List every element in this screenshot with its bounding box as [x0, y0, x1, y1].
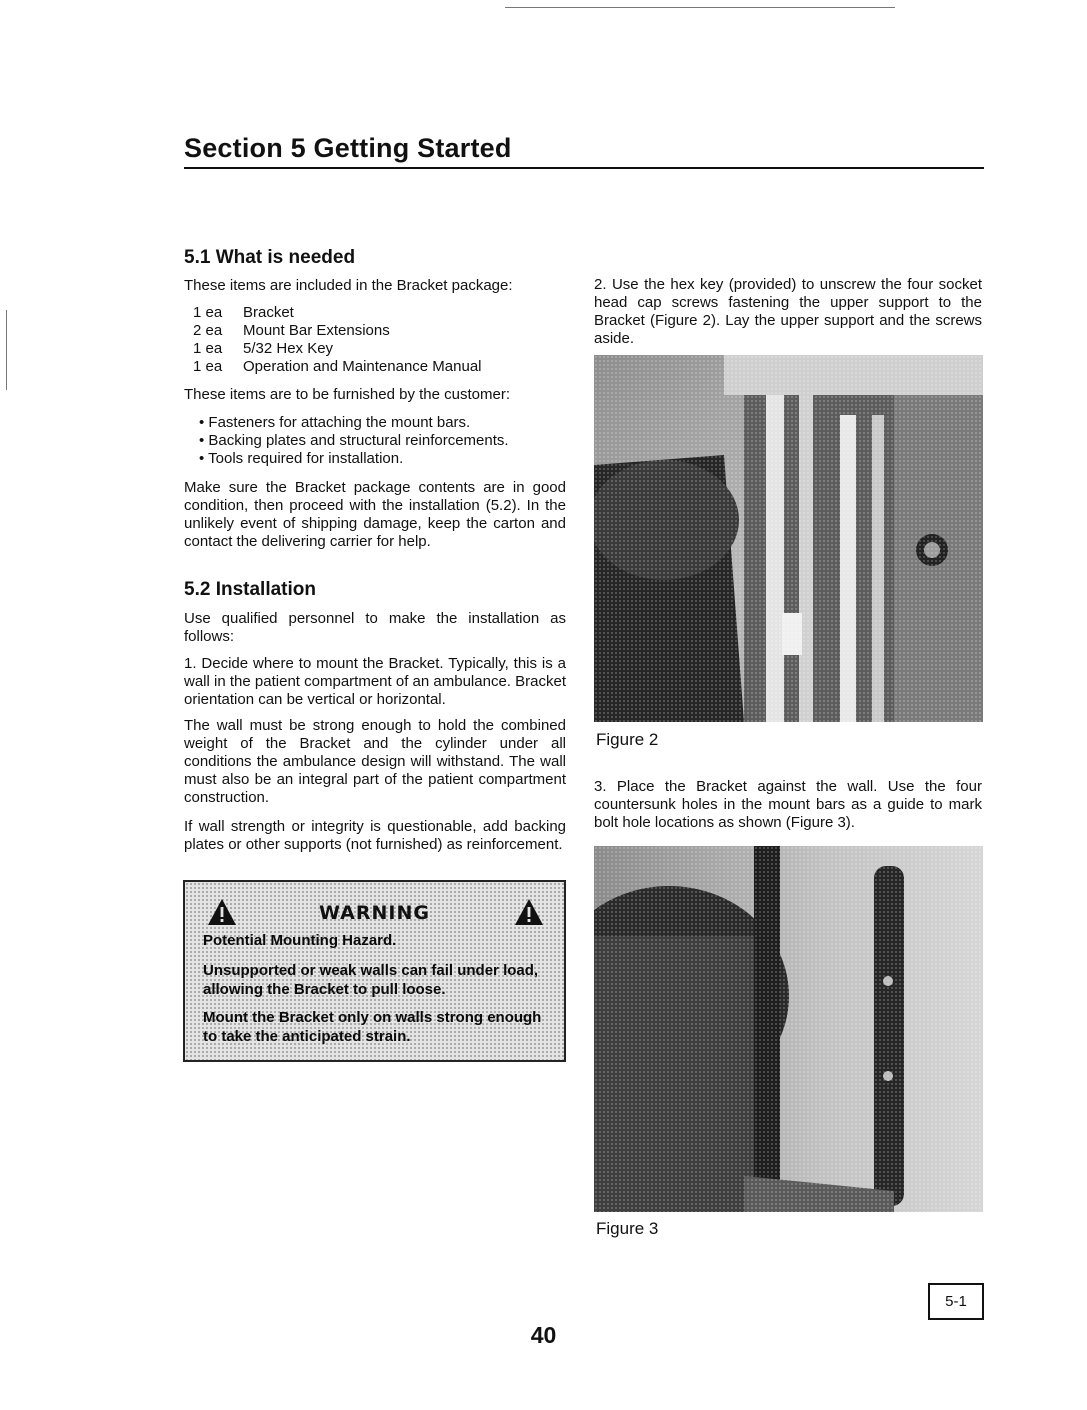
list-item: • Backing plates and structural reinforcements. — [199, 432, 509, 449]
condition-paragraph: Make sure the Bracket package contents are in good condition, then proceed with the installation (5.2). In the unlikely event of shipping damage, keep the carton and contact the delivering carrier for help. — [184, 479, 566, 550]
customer-intro: These items are to be furnished by the customer: — [184, 386, 510, 403]
figure-2-caption: Figure 2 — [596, 730, 659, 749]
list-item: 2 ea Mount Bar Extensions — [193, 322, 390, 339]
list-item: 1 ea Operation and Maintenance Manual — [193, 358, 482, 375]
step-2: 2. Use the hex key (provided) to unscrew the four socket head cap screws fastening the upper support to the Bracket (Figure 2). Lay the upper support and the screws aside. — [594, 276, 982, 347]
scan-artifact-top — [505, 7, 895, 8]
figure-3-caption: Figure 3 — [596, 1219, 659, 1238]
heading-what-is-needed: 5.1 What is needed — [184, 247, 356, 268]
customer-list — [199, 414, 564, 468]
warning-title: WARNING — [319, 902, 430, 924]
warning-instruction: Mount the Bracket only on walls strong enough to take the anticipated strain. — [203, 1009, 542, 1045]
list-item: 1 ea 5/32 Hex Key — [193, 340, 334, 357]
reinforcement-paragraph: If wall strength or integrity is questionable, add backing plates or other supports (not furnished) as reinforcement. — [184, 818, 566, 853]
package-list — [193, 304, 563, 376]
list-item: • Tools required for installation. — [199, 450, 404, 467]
title-rule — [184, 167, 984, 169]
warning-box — [183, 880, 566, 1062]
figure-3-photo — [594, 846, 983, 1212]
package-intro: These items are included in the Bracket package: — [184, 277, 513, 294]
page-number: 40 — [530, 1322, 557, 1348]
wall-strength-paragraph: The wall must be strong enough to hold the combined weight of the Bracket and the cylinder under all conditions the ambulance design will withstand. The wall must also be an integral part of the patient compartment construction. — [184, 717, 566, 806]
scan-artifact-left — [6, 310, 7, 390]
section-page-box: 5-1 — [928, 1283, 984, 1320]
warning-hazard-title: Potential Mounting Hazard. — [203, 932, 397, 949]
list-item: • Fasteners for attaching the mount bars. — [199, 414, 471, 431]
warning-description: Unsupported or weak walls can fail under load, allowing the Bracket to pull loose. — [203, 962, 539, 998]
list-item: 1 ea Bracket — [193, 304, 294, 321]
warning-header — [185, 898, 564, 928]
section-title: Section 5 Getting Started — [184, 133, 512, 163]
installation-intro: Use qualified personnel to make the installation as follows: — [184, 610, 566, 645]
step-3: 3. Place the Bracket against the wall. Use the four countersunk holes in the mount bars as a guide to mark bolt hole locations as shown (Figure 3). — [594, 778, 982, 831]
heading-installation: 5.2 Installation — [184, 579, 316, 600]
figure-2-photo — [594, 355, 983, 722]
step-1: 1. Decide where to mount the Bracket. Typically, this is a wall in the patient compartment of an ambulance. Bracket orientation can be vertical or horizontal. — [184, 655, 566, 708]
warning-triangle-icon — [514, 898, 544, 926]
